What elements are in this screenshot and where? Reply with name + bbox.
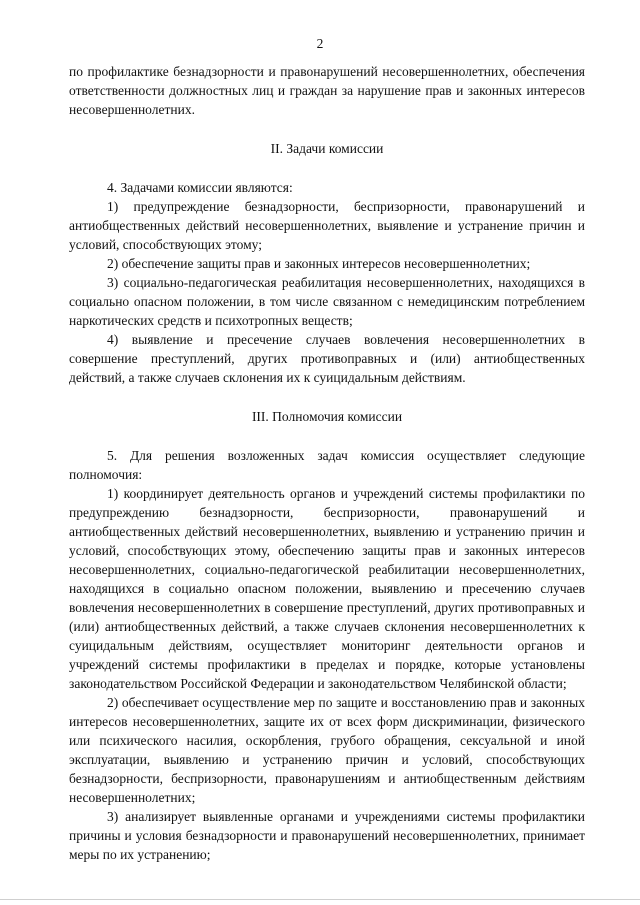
spacer (69, 387, 585, 407)
page-bottom-edge (0, 899, 640, 900)
section-heading-powers: III. Полномочия комиссии (251, 409, 403, 424)
paragraph-4-item-1: 1) предупреждение безнадзорности, беспризорности, правонарушений и антиобщественных действий несовершеннолетних, выявление и устранение причин и условий, способствующих этому; (69, 199, 585, 252)
document-body (69, 62, 585, 864)
spacer (69, 119, 585, 139)
paragraph-4-item-4: 4) выявление и пресечение случаев вовлечения несовершеннолетних в совершение преступлений, других противоправных и (или) антиобщественных действий, а также случаев склонения их к суицидальным действиям. (69, 332, 585, 385)
page-number: 2 (316, 36, 324, 51)
spacer (69, 426, 585, 446)
opening-paragraph: по профилактике безнадзорности и правонарушений несовершеннолетних, обеспечения ответственности должностных лиц и граждан за нарушение прав и законных интересов несовершеннолетних. (69, 64, 585, 117)
paragraph-5: 5. Для решения возложенных задач комиссия осуществляет следующие полномочия: (69, 448, 585, 482)
paragraph-5-item-3: 3) анализирует выявленные органами и учреждениями системы профилактики причины и условия безнадзорности и правонарушений несовершеннолетних, принимает меры по их устранению; (69, 809, 585, 862)
paragraph-5-item-1: 1) координирует деятельность органов и учреждений системы профилактики по предупреждению безнадзорности, беспризорности, правонарушений и антиобщественных действий несовершеннолетних, выявлению и устранению причин и условий, способствующих этому, обеспечению защиты прав и законных интересов несовершеннолетних, социально-педагогической реабилитации несовершеннолетних, находящихся в социально опасном положении, выявлению и пресечению случаев вовлечения несовершеннолетних в совершение преступлений, других противоправных и (или) антиобщественных действий, а также случаев склонения несовершеннолетних к суицидальным действиям, осуществляет мониторинг деятельности органов и учреждений системы профилактики в пределах и порядке, которые установлены законодательством Российской Федерации и законодательством Челябинской области; (69, 486, 585, 691)
paragraph-4-item-3: 3) социально-педагогическая реабилитация несовершеннолетних, находящихся в социально опасном положении, в том числе связанном с немедицинским потреблением наркотических средств и психотропных веществ; (69, 275, 585, 328)
section-heading-tasks: II. Задачи комиссии (270, 141, 384, 156)
spacer (69, 158, 585, 178)
paragraph-5-item-2: 2) обеспечивает осуществление мер по защите и восстановлению прав и законных интересов несовершеннолетних, защите их от всех форм дискриминации, физического или психического насилия, оскорбления, грубого обращения, сексуальной и иной эксплуатации, выявлению и устранению причин и условий, способствующих безнадзорности, беспризорности, правонарушениям и антиобщественным действиям несовершеннолетних; (69, 695, 585, 805)
paragraph-4-item-2: 2) обеспечение защиты прав и законных интересов несовершеннолетних; (107, 256, 531, 271)
paragraph-4: 4. Задачами комиссии являются: (107, 180, 293, 195)
